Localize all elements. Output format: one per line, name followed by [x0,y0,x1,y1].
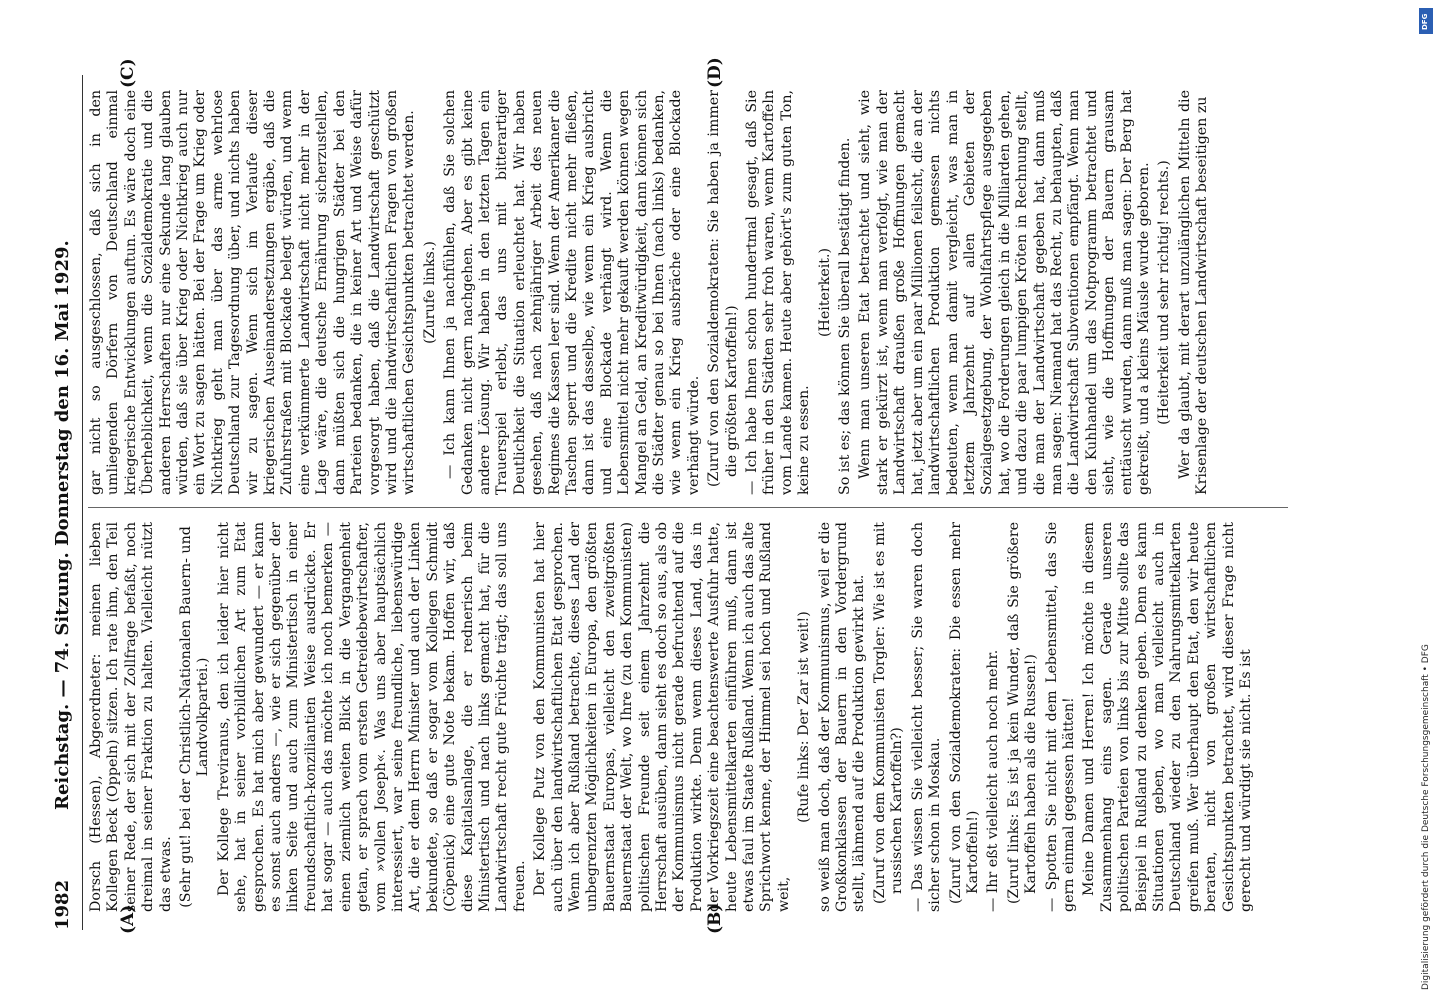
paragraph: gar nicht so ausgeschlossen, daß sich in den umliegenden Dörfern von Deutschland einmal kriegerische Entwicklungen auftun. Es wäre doch eine Überheblichkeit, wenn die Sozialdemokratie und die anderen Herrschaften nur eine Sekunde lang glauben würden, daß sie über Krieg oder Nichtkrieg auch nur ein Wort zu sagen hätten. Bei der Frage um Krieg oder Nichtkrieg geht man über das arme wehrlose Deutschland zur Tagesordnung über, und nichts haben wir zu sagen. Wenn sich im Verlaufe dieser kriegerischen Auseinandersetzungen ergäbe, daß die Zufuhrstraßen mit Blockade belegt würden, und wenn eine verkümmerte Landwirtschaft nicht mehr in der Lage wäre, die deutsche Ernährung sicherzustellen, dann müßten sich die hungrigen Städter bei den Parteien bedanken, die in keiner Art und Weise dafür vorgesorgt haben, daß die Landwirtschaft geschützt wird und die landwirtschaftlichen Fragen von großen wirtschaftlichen Gesichtspunkten betrachtet werden. [88,90,418,495]
paragraph: — Ich habe Ihnen schon hundertmal gesagt, daß Sie früher in den Städten sehr froh waren, wenn Kartoffeln vom Lande kamen. Heute aber gehört's zum guten Ton, keine zu essen. [744,90,813,495]
digitization-note [1421,10,1433,990]
margin-marker-b: (B) [705,903,725,934]
column-divider [88,507,1288,508]
page-title: Reichstag. — 74. Sitzung. Donnerstag den 16. Mai 1929. [52,240,73,810]
page-header [52,70,80,930]
page-number: 1982 [52,879,73,930]
paragraph: so weiß man doch, daß der Kommunismus, weil er die Großkonklassen der Bauern in den Vordergrund stellt, lähmend auf die Produktion gewirkt hat. [816,522,868,912]
margin-marker-a: (A) [118,904,138,934]
digitization-note-text: Digitalisierung gefördert durch die Deutsche Forschungsgemeinschaft • DFG [1421,644,1431,990]
paragraph: (Zuruf links: Es ist ja kein Wunder, daß Sie größere Kartoffeln haben als die Russen!) [1005,522,1040,904]
text-column-left [88,522,1258,912]
paragraph: (Heiterkeit.) [816,248,833,337]
paragraph: — Das wissen Sie vielleicht besser; Sie waren doch sicher schon in Moskau. [909,522,944,912]
paragraph: — Spotten Sie nicht mit dem Lebensmittel, das Sie gern einmal gegessen hätten! [1043,522,1077,912]
paragraph: Wenn man unseren Etat betrachtet und sieht, wie stark er gekürzt ist, wenn man verfolgt, wie man der Landwirtschaft draußen große Hoffnungen gemacht hat, jetzt aber um ein paar Millionen feilscht, die an der landwirtschaftlichen Produktion gemessen nichts bedeuten, wenn man damit vergleicht, was man in letztem Jahrzehnt auf allen Gebieten der Sozialgesetzgebung, der Wohlfahrtspflege ausgegeben hat, wo die Forderungen gleich in die Milliarden gehen, und dazu die paar lumpigen Kröten in Rechnung stellt, die man der Landwirtschaft gegeben hat, dann muß man sagen: Niemand hat das Recht, zu behaupten, daß die Landwirtschaft Subventionen empfängt. Wenn man den Kuhhandel um das Notprogramm betrachtet und sieht, wie die Hoffnungen der Bauern grausam enttäuscht wurden, dann muß man sagen: Der Berg hat gekreißt, und a kleins Mäusle wurde geboren. [857,90,1152,495]
paragraph: (Rufe links: Der Zar ist weit!) [796,611,813,823]
paragraph: Wer da glaubt, mit derart unzulänglichen Mitteln die Krisenlage der deutschen Landwirtschaft beseitigen zu [1176,90,1211,495]
paragraph: (Heiterkeit und sehr richtig! rechts.) [1156,160,1173,425]
paragraph: Der Kollege Treviranus, den ich leider hier nicht sehe, hat in seiner vorbildlichen Art zum Etat gesprochen. Es hat mich aber gewundert — er kann es sonst auch anders —, wie er sich gegenüber der linken Seite und auch zum Ministertisch in einer freundschaftlich-konziliantien Weise ausdrückte. Er hat sogar — auch das möchte ich noch bemerken — einen ziemlich weiten Blick in die Vergangenheit getan, er sprach vom ersten Getreidebewirtschafter, vom »vollen Joseph«. Was uns aber hauptsächlich interessiert, war seine freundliche, liebenswürdige Art, die er dem Herrn Minister und auch der Linken bekundete, so daß er sogar vom Kollegen Schmidt (Cöpenick) eine gute Note bekam. Hoffen wir, daß diese Kapitalsanlage, die er rednerisch beim Ministertisch und nach links gemacht hat, für die Landwirtschaft recht gute Früchte trägt; das soll uns freuen. [215,522,528,912]
dfg-logo-text: DFG [1421,13,1429,30]
paragraph: So ist es; das können Sie überall bestätigt finden. [837,137,854,495]
paragraph: Der Kollege Putz von den Kommunisten hat hier auch über den landwirtschaftlichen Etat gesprochen. Wenn ich aber Rußland betrachte, dieses Land der unbegrenzten Möglichkeiten in Europa, den größten Bauernstaat Europas, vielleicht den zweitgrößten Bauernstaat der Welt, wo Ihre (zu den Kommunisten) politischen Freunde seit einem Jahrzehnt die Herrschaft ausüben, dann sieht es doch so aus, als ob der Kommunismus nicht gerade befruchtend auf die Produktion wirkte. Denn wenn dieses Land, das in der Vorkriegszeit eine beachtenswerte Ausfuhr hatte, heute Lebensmittelkarten einführen muß, dann ist etwas faul im Staate Rußland. Wenn ich auch das alte Sprichwort kenne, der Himmel sei hoch und Rußland weit, [532,522,792,912]
paragraph: (Zuruf von den Sozialdemokraten: Die essen mehr Kartoffeln!) [947,522,981,904]
header-rule [82,75,83,930]
text-column-right [88,90,1258,495]
paragraph: (Zurufe links.) [421,241,438,344]
paragraph: (Zuruf von den Sozialdemokraten: Sie haben ja immer die größten Kartoffeln!) [706,90,740,487]
paragraph: Meine Damen und Herren! Ich möchte in diesem Zusammenhang eins sagen. Gerade unseren politischen Parteien von links bis zur Mitte sollte das Beispiel in Rußland zu denken geben. Denn es kann Situationen geben, wo man vielleicht auch in Deutschland wieder zu den Nahrungsmittelkarten greifen muß. Wer überhaupt den Etat, den wir heute beraten, nicht von großen wirtschaftlichen Gesichtspunkten betrachtet, wird dieser Frage nicht gerecht und würdigt sie nicht. Es ist [1081,522,1254,912]
paragraph: — Ich kann Ihnen ja nachfühlen, daß Sie solchen Gedanken nicht gern nachgehen. Aber es gibt keine andere Lösung. Wir haben in den letzten Tagen ein Trauerspiel erlebt, das uns mit bitterartiger Deutlichkeit die Situation erleuchtet hat. Wir haben gesehen, daß nach zehnjähriger Arbeit des neuen Regimes die Kassen leer sind. Wenn der Amerikaner die Taschen sperrt und die Kredite nicht mehr fließen, dann ist das dasselbe, wie wenn ein Krieg ausbricht und eine Blockade verhängt wird. Wenn die Lebensmittel nicht mehr gekauft werden können wegen Mangel an Geld, an Kreditwürdigkeit, dann können sich die Städter genau so bei Ihnen (nach links) bedanken, wie wenn ein Krieg ausbräche oder eine Blockade verhängt würde. [442,90,702,495]
paragraph: (Sehr gut! bei der Christlich-Nationalen Bauern- und Landvolkpartei.) [178,526,212,908]
paragraph: (Zuruf von dem Kommunisten Torgler: Wie ist es mit russischen Kartoffeln?) [871,522,906,904]
margin-marker-c: (C) [118,58,138,88]
margin-marker-d: (D) [705,57,725,88]
dfg-logo [1419,8,1433,34]
paragraph: Dorsch (Hessen), Abgeordneter: meinen lieben Kollegen Beck (Oppeln) sitzen. Ich rate ihm, den Teil seiner Rede, der sich mit der Zollfrage befaßt, noch dreimal in seiner Fraktion zu halten. Vielleicht nützt das etwas. [88,522,174,912]
paragraph: — Ihr eßt vielleicht auch noch mehr. [985,649,1002,912]
